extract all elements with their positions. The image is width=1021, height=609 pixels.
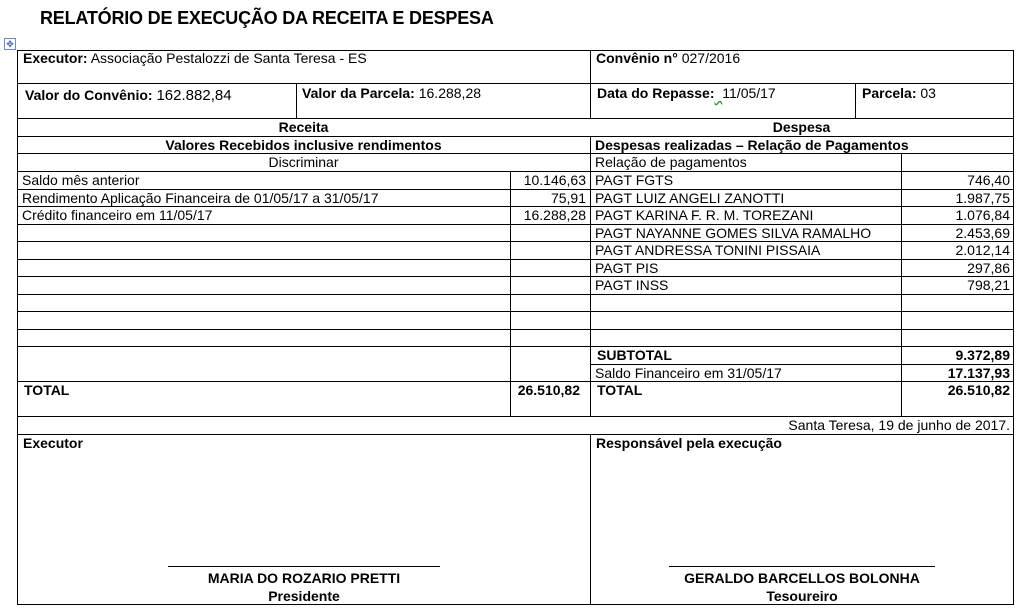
valor-parcela-field	[302, 85, 481, 101]
receita-row-value: 10.146,63	[523, 172, 586, 188]
receita-header: Receita	[278, 119, 329, 135]
valor-convenio-label: Valor do Convênio:	[25, 87, 153, 103]
convenio-field	[596, 50, 740, 66]
despesa-row-desc: PAGT ANDRESSA TONINI PISSAIA	[595, 242, 821, 258]
despesa-row-value: 1.987,75	[955, 190, 1010, 206]
despesa-row-desc: PAGT PIS	[595, 260, 659, 276]
parcela-value: 03	[920, 85, 936, 101]
despesa-row-value: 2.012,14	[955, 242, 1010, 258]
data-repasse-label: Data do Repasse:	[597, 85, 715, 101]
despesa-col-header: Relação de pagamentos	[595, 154, 747, 170]
receita-col-header: Discriminar	[268, 154, 339, 170]
receita-subheader: Valores Recebidos inclusive rendimentos	[165, 137, 442, 153]
executor-field	[23, 50, 367, 66]
despesa-total-label: TOTAL	[597, 382, 643, 398]
despesa-row-desc: PAGT FGTS	[595, 172, 674, 188]
receita-total-value: 26.510,82	[517, 382, 580, 398]
valor-parcela-label: Valor da Parcela:	[302, 85, 415, 101]
despesa-row-desc: PAGT KARINA F. R. M. TOREZANI	[595, 207, 814, 223]
valor-convenio-value: 162.882,84	[156, 87, 232, 104]
despesa-row-value: 1.076,84	[955, 207, 1010, 223]
signature-right-role: Tesoureiro	[766, 588, 838, 604]
valor-parcela-value: 16.288,28	[418, 85, 482, 101]
report-title: RELATÓRIO DE EXECUÇÃO DA RECEITA E DESPESA	[40, 8, 494, 28]
subtotal-value: 9.372,89	[955, 347, 1010, 363]
receita-total-label: TOTAL	[24, 382, 70, 398]
subtotal-label: SUBTOTAL	[597, 347, 672, 363]
despesa-row-desc: PAGT LUIZ ANGELI ZANOTTI	[595, 190, 785, 206]
despesa-row-value: 297,86	[967, 260, 1010, 276]
parcela-field	[862, 85, 936, 101]
receita-row-desc: Saldo mês anterior	[22, 172, 140, 188]
data-repasse-field	[597, 85, 776, 101]
signature-right-name: GERALDO BARCELLOS BOLONHA	[684, 570, 920, 586]
signature-left-name: MARIA DO ROZARIO PRETTI	[207, 570, 401, 586]
despesa-total-value: 26.510,82	[947, 382, 1010, 398]
convenio-value: 027/2016	[681, 50, 741, 66]
convenio-label: Convênio n°	[596, 50, 682, 66]
executor-label: Executor:	[23, 50, 88, 66]
receita-row-desc: Rendimento Aplicação Financeira de 01/05/17 a 31/05/17	[22, 190, 379, 206]
parcela-label: Parcela:	[862, 85, 917, 101]
place-date: Santa Teresa, 19 de junho de 2017.	[788, 417, 1010, 433]
despesa-row-desc: PAGT INSS	[595, 277, 669, 293]
despesa-row-value: 2.453,69	[955, 225, 1010, 241]
receita-row-value: 16.288,28	[523, 207, 586, 223]
despesa-row-value: 798,21	[967, 277, 1010, 293]
signature-left-role: Presidente	[268, 588, 340, 604]
despesa-subheader: Despesas realizadas – Relação de Pagamentos	[595, 137, 909, 153]
receita-row-value: 75,91	[550, 190, 586, 206]
despesa-row-desc: PAGT NAYANNE GOMES SILVA RAMALHO	[595, 225, 872, 241]
receita-row-desc: Crédito financeiro em 11/05/17	[22, 207, 213, 223]
despesa-header: Despesa	[772, 119, 831, 135]
signature-left-label: Executor	[23, 435, 83, 451]
move-handle-icon[interactable]: ✥	[4, 38, 16, 50]
saldo-value: 17.137,93	[947, 365, 1010, 381]
signature-right-label: Responsável pela execução	[596, 435, 782, 451]
valor-convenio-field	[25, 87, 232, 104]
executor-value: Associação Pestalozzi de Santa Teresa - ES	[90, 50, 367, 66]
despesa-row-value: 746,40	[967, 172, 1010, 188]
saldo-label: Saldo Financeiro em 31/05/17	[595, 365, 782, 381]
data-repasse-value: 11/05/17	[722, 85, 776, 101]
